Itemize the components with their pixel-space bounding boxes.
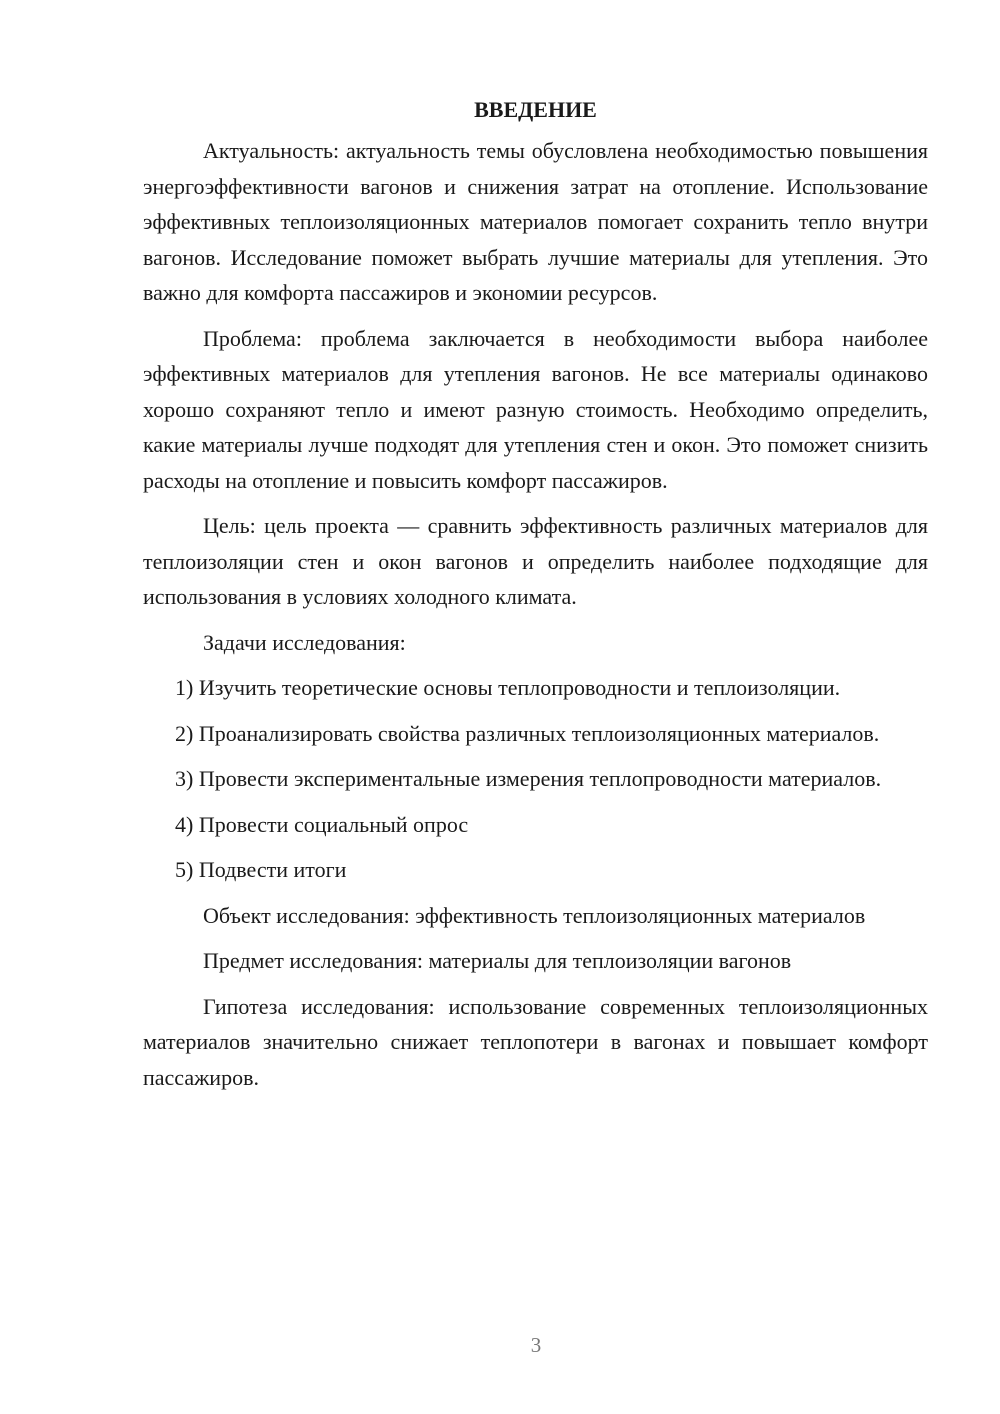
section-heading: ВВЕДЕНИЕ xyxy=(474,97,597,122)
page-number: 3 xyxy=(530,1333,542,1357)
tasks-list xyxy=(143,670,928,888)
subject-paragraph: Предмет исследования: материалы для теплоизоляции вагонов xyxy=(203,948,792,973)
task-item-3: 3) Провести экспериментальные измерения теплопроводности материалов. xyxy=(175,766,882,791)
relevance-paragraph: Актуальность: актуальность темы обусловлена необходимостью повышения энергоэффективности вагонов и снижения затрат на отопление. Использование эффективных теплоизоляционных материалов помогает сохранить тепло внутри вагонов. Исследование поможет выбрать лучшие материалы для утепления. Это важно для комфорта пассажиров и экономии ресурсов. xyxy=(143,138,928,305)
task-item-4: 4) Провести социальный опрос xyxy=(175,811,469,837)
task-item-5: 5) Подвести итоги xyxy=(175,857,347,882)
problem-paragraph: Проблема: проблема заключается в необходимости выбора наиболее эффективных материалов для утепления вагонов. Не все материалы одинаково хорошо сохраняют тепло и имеют разную стоимость. Необходимо определить, какие материалы лучше подходят для утепления стен и окон. Это поможет снизить расходы на отопление и повысить комфорт пассажиров. xyxy=(143,325,928,493)
task-item-1: 1) Изучить теоретические основы теплопроводности и теплоизоляции. xyxy=(175,675,841,700)
object-paragraph: Объект исследования: эффективность теплоизоляционных материалов xyxy=(203,902,866,928)
goal-paragraph: Цель: цель проекта — сравнить эффективность различных материалов для теплоизоляции стен и окон вагонов и определить наиболее подходящие для использования в условиях холодного климата. xyxy=(143,513,928,609)
task-item-2: 2) Проанализировать свойства различных теплоизоляционных материалов. xyxy=(175,720,880,746)
tasks-title: Задачи исследования: xyxy=(203,629,406,655)
page-content xyxy=(143,92,928,1105)
hypothesis-paragraph: Гипотеза исследования: использование современных теплоизоляционных материалов значительно снижает теплопотери в вагонах и повышает комфорт пассажиров. xyxy=(143,993,928,1090)
